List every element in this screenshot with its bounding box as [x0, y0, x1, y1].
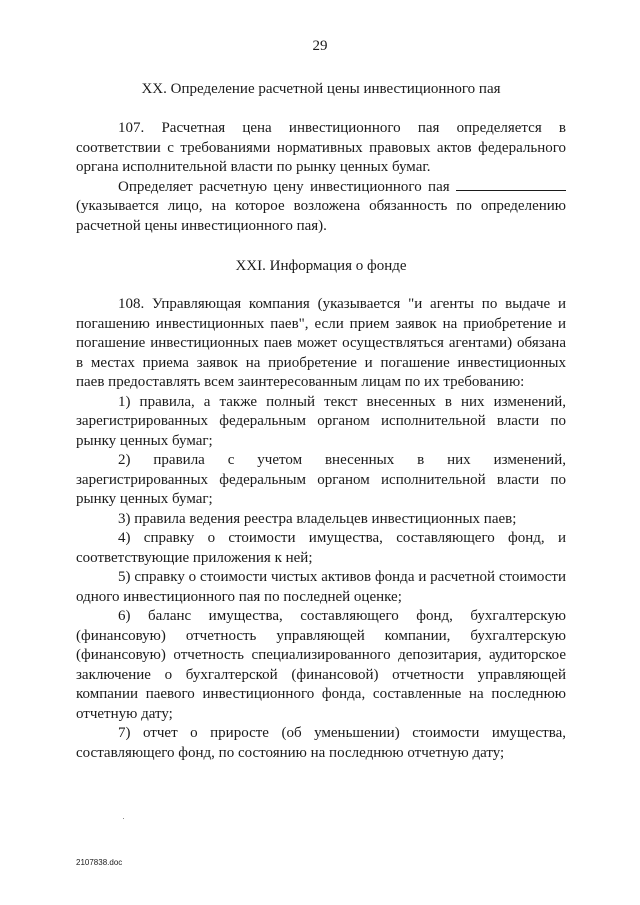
section-heading-20: XX. Определение расчетной цены инвестиционного пая — [141, 81, 501, 97]
list-item-4: 4) справку о стоимости имущества, составляющего фонд, и соответствующие приложения к ней; — [76, 530, 566, 566]
paragraph-108: 108. Управляющая компания (указывается "и агенты по выдаче и погашению инвестиционных паев", если прием заявок на приобретение и погашение инвестиционных паев может осуществляться агентами) обязана в местах приема заявок на приобретение и погашение инвестиционных паев предоставлять всем заинтересованным лицам по их требованию: — [76, 296, 566, 390]
list-item-7: 7) отчет о приросте (об уменьшении) стоимости имущества, составляющего фонд, по состоянию на последнюю отчетную дату; — [76, 725, 566, 761]
blank-line — [456, 178, 566, 191]
paragraph-107: 107. Расчетная цена инвестиционного пая определяется в соответствии с требованиями нормативных правовых актов федерального органа исполнительной власти по рынку ценных бумаг. — [76, 120, 566, 175]
list-item-1: 1) правила, а также полный текст внесенных в них изменений, зарегистрированных федеральным органом исполнительной власти по рынку ценных бумаг; — [76, 393, 566, 449]
list-item-6: 6) баланс имущества, составляющего фонд, бухгалтерскую (финансовую) отчетность управляющей компании, бухгалтерскую (финансовую) отчетность специализированного депозитария, аудиторское заключение о бухгалтерской (финансовой) отчетности управляющей компании паевого инвестиционного фонда, составленные на последнюю отчетную дату; — [76, 608, 566, 722]
list-item-5: 5) справку о стоимости чистых активов фонда и расчетной стоимости одного инвестиционного пая по последней оценке; — [76, 569, 566, 605]
scan-artifact — [123, 818, 124, 819]
paragraph-107-b-tail: (указывается лицо, на которое возложена обязанность по определению расчетной цены инвестиционного пая). — [76, 198, 566, 234]
section-21-body — [76, 295, 566, 763]
page-number: 29 — [312, 38, 328, 54]
footer-filename: 2107838.doc — [76, 858, 123, 867]
section-heading-21: XXI. Информация о фонде — [235, 258, 407, 274]
list-item-3: 3) правила ведения реестра владельцев инвестиционных паев; — [118, 510, 517, 527]
paragraph-107-b-lead: Определяет расчетную цену инвестиционного пая — [118, 178, 450, 195]
paragraph-107-b — [76, 178, 566, 237]
section-20-body — [76, 119, 566, 236]
list-item-2: 2) правила с учетом внесенных в них изменений, зарегистрированных федеральным органом исполнительной власти по рынку ценных бумаг; — [76, 452, 566, 507]
